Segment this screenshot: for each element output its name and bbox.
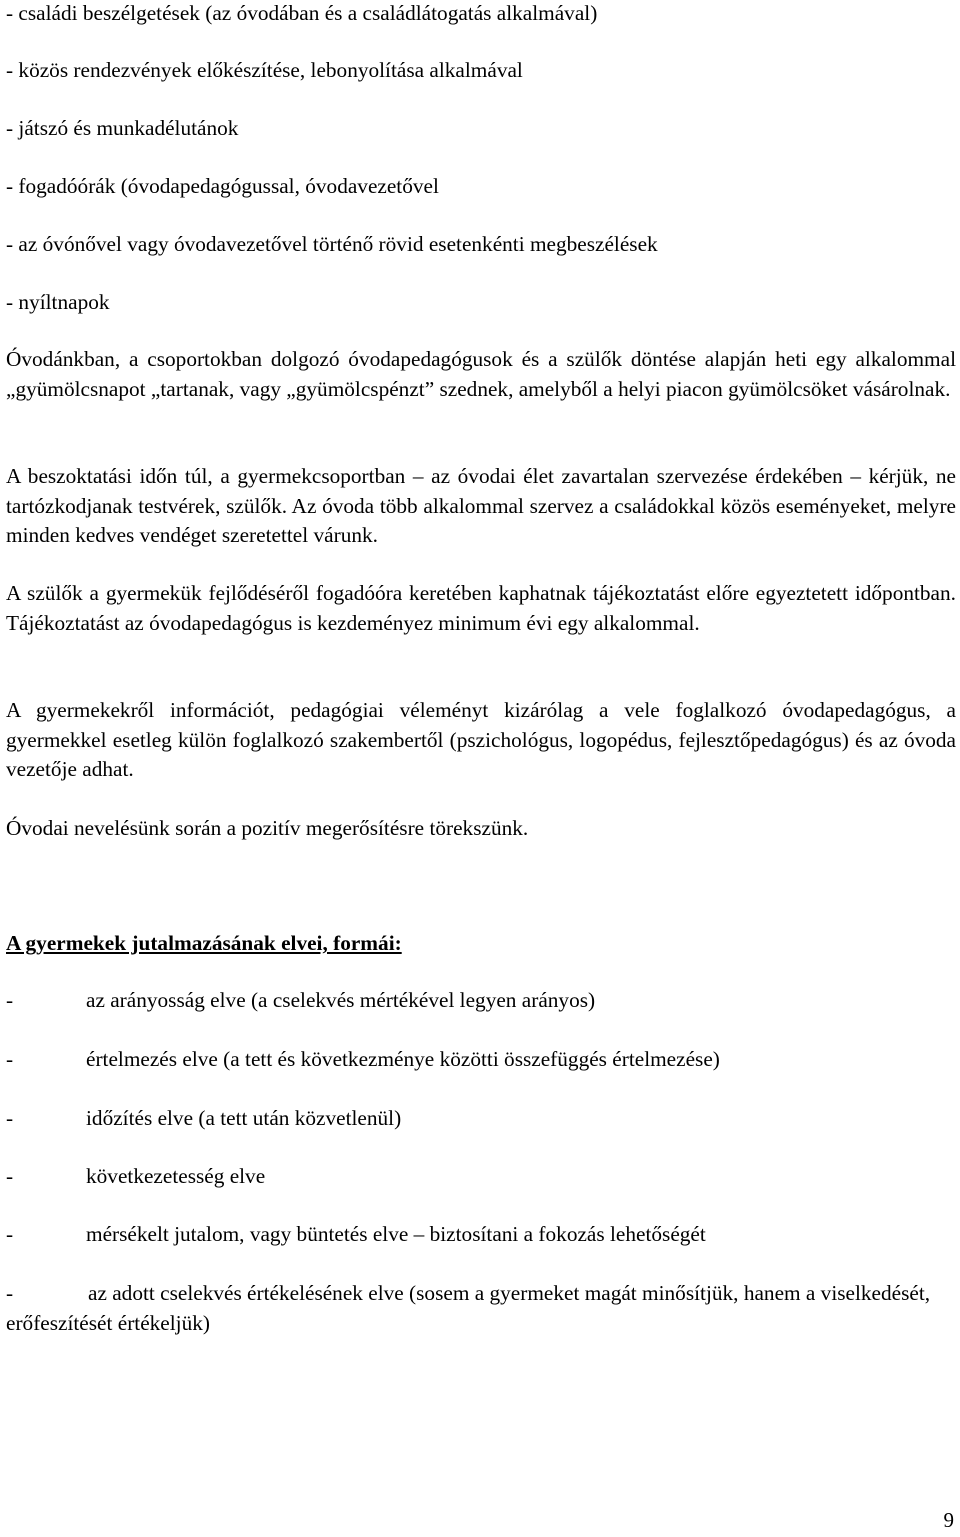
list-item: - nyíltnapok: [6, 290, 110, 314]
list-dash: -: [6, 1222, 14, 1246]
list-item: - közös rendezvények előkészítése, lebonyolítása alkalmával: [6, 58, 523, 82]
paragraph: A beszoktatási időn túl, a gyermekcsoportban – az óvodai élet zavartalan szervezése érdekében – kérjük, ne tartózkodjanak testvérek, szülők. Az óvoda több alkalommal szervez a családokkal közös eseményeket, melyre minden kedves vendéget szeretettel várunk.: [6, 464, 956, 547]
list-dash: -: [6, 1047, 14, 1071]
paragraph: Óvodai nevelésünk során a pozitív megerősítésre törekszünk.: [6, 816, 529, 840]
section-heading: A gyermekek jutalmazásának elvei, formái:: [6, 931, 402, 955]
list-dash: -: [6, 1281, 14, 1305]
list-item-text: mérsékelt jutalom, vagy büntetés elve – biztosítani a fokozás lehetőségét: [86, 1222, 706, 1246]
list-item: [6, 1162, 956, 1192]
list-item: [6, 986, 956, 1016]
list-item-text: következetesség elve: [86, 1164, 266, 1188]
paragraph: Óvodánkban, a csoportokban dolgozó óvodapedagógusok és a szülők döntése alapján heti egy alkalommal „gyümölcsnapot „tartanak, vagy „gyümölcspénzt” szednek, amelyből a helyi piacon gyümölcsöket vásárolnak.: [6, 347, 956, 401]
list-dash: -: [6, 988, 14, 1012]
list-item: - családi beszélgetések (az óvodában és a családlátogatás alkalmával): [6, 1, 598, 25]
list-item-text: időzítés elve (a tett után közvetlenül): [86, 1106, 402, 1130]
list-dash: -: [6, 1106, 14, 1130]
list-item-text: értelmezés elve (a tett és következménye közötti összefüggés értelmezése): [86, 1047, 720, 1071]
list-item: [6, 1104, 956, 1134]
paragraph: A gyermekekről információt, pedagógiai véleményt kizárólag a vele foglalkozó óvodapedagógus, a gyermekkel esetleg külön foglalkozó szakembertől (pszichológus, logopédus, fejlesztőpedagógus) és az óvoda vezetője adhat.: [6, 698, 956, 781]
list-dash: -: [6, 1164, 14, 1188]
paragraph: A szülők a gyermekük fejlődéséről fogadóóra keretében kaphatnak tájékoztatást előre egyeztetett időpontban. Tájékoztatást az óvodapedagógus is kezdeményez minimum évi egy alkalommal.: [6, 581, 956, 635]
page-number: 9: [943, 1508, 954, 1532]
list-item: - játszó és munkadélutánok: [6, 116, 239, 140]
list-item: [6, 1220, 956, 1250]
list-item: [6, 1279, 956, 1338]
list-item: [6, 1045, 956, 1075]
list-item: - az óvónővel vagy óvodavezetővel történő rövid esetenkénti megbeszélések: [6, 232, 658, 256]
list-item: - fogadóórák (óvodapedagógussal, óvodavezetővel: [6, 174, 439, 198]
list-item-text: az adott cselekvés értékelésének elve (sosem a gyermeket magát minősítjük, hanem a viselkedését, erőfeszítését értékeljük): [6, 1281, 931, 1335]
list-item-text: az arányosság elve (a cselekvés mértékével legyen arányos): [86, 988, 596, 1012]
